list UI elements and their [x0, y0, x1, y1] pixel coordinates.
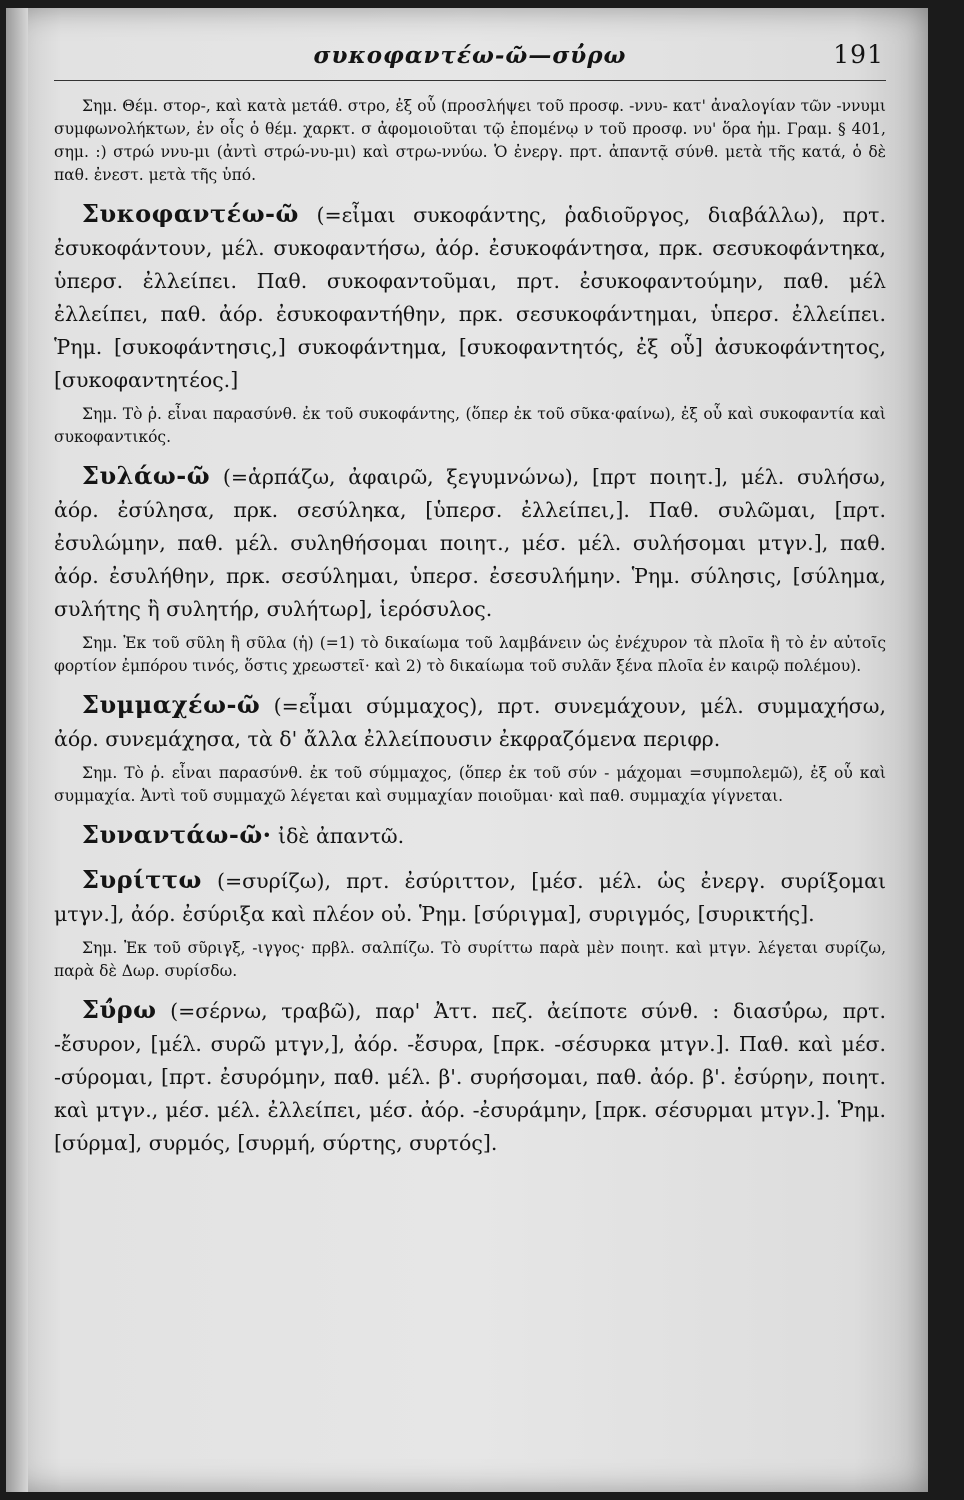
dictionary-entry: Σύ̓ρω (=σέρνω, τραβῶ), παρ' Ἀττ. πεζ. ἀείποτε σύνθ. : διασύ̓ρω, πρτ. -ἔσυρον, [μέλ. συρῶ μτγν,], ἀόρ. -ἔσυρα, [πρκ. -σέσυρκα μτγν.]. Παθ. καὶ μέσ. -σύρομαι, [πρτ. ἐσυρόμην, παθ. μέλ. β'. συρήσομαι, παθ. ἀόρ. β'. ἐσύρην, ποιητ. καὶ μτγν., μέσ. μέλ. ἐλλείπει, μέσ. ἀόρ. -ἐσυράμην, [πρκ. σέσυρμαι μτγν.]. Ῥημ. [σύρμα], συρμός, [συρμή, σύρτης, συρτός]. — [54, 995, 886, 1155]
headword: Σύ̓ρω — [82, 995, 157, 1024]
running-head: συκοφαντέω-ῶ—σύ̓ρω — [313, 42, 627, 69]
page-number: 191 — [833, 40, 884, 69]
dictionary-entry: Συρίττω (=συρίζω), πρτ. ἐσύριττον, [μέσ. μέλ. ὡς ἐνεργ. συρίξομαι μτγν.], ἀόρ. ἐσύριξα καὶ πλέον οὐ. Ῥημ. [σύριγμα], συριγμός, [συρικτής]. — [54, 865, 886, 926]
note-paragraph: Σημ. Τὸ ῥ. εἶναι παρασύνθ. ἐκ τοῦ συκοφάντης, (ὅπερ ἐκ τοῦ σῦκα·φαίνω), ἐξ οὗ καὶ συκοφαντία καὶ συκοφαντικός. — [54, 405, 886, 446]
headword: Συλάω-ῶ — [82, 461, 211, 490]
dictionary-entry: Συκοφαντέω-ῶ (=εἶμαι συκοφάντης, ῥαδιοῦργος, διαβάλλω), πρτ. ἐσυκοφάντουν, μέλ. συκοφαντήσω, ἀόρ. ἐσυκοφάντησα, πρκ. σεσυκοφάντηκα, ὑπερσ. ἐλλείπει. Παθ. συκοφαντοῦμαι, πρτ. ἐσυκοφαντούμην, παθ. μέλ ἐλλείπει, παθ. ἀόρ. ἐσυκοφαντήθην, πρκ. σεσυκοφάντημαι, ὑπερσ. ἐλλείπει. Ῥημ. [συκοφάντησις,] συκοφάντημα, [συκοφαντητός, ἐξ οὗ] ἀσυκοφάντητος, [συκοφαντητέος.] — [54, 199, 886, 392]
headword: Συμμαχέω-ῶ — [82, 690, 261, 719]
dictionary-entry: Συλάω-ῶ (=ἁρπάζω, ἀφαιρῶ, ξεγυμνώνω), [πρτ ποιητ.], μέλ. συλήσω, ἀόρ. ἐσύλησα, πρκ. σεσύληκα, [ὑπερσ. ἐλλείπει,]. Παθ. συλῶμαι, [πρτ. ἐσυλώμην, παθ. μέλ. συληθήσομαι ποιητ., μέσ. μέλ. συλήσομαι μτγν.], παθ. ἀόρ. ἐσυλήθην, πρκ. σεσύλημαι, ὑπερσ. ἐσεσυλήμην. Ῥημ. σύλησις, [σύλημα, συλήτης ἢ συλητήρ, συλήτωρ], ἱερόσυλος. — [54, 461, 886, 621]
headword: Συρίττω — [82, 865, 202, 894]
note-paragraph: Σημ. Ἐκ τοῦ σῦριγξ, -ιγγος· πρβλ. σαλπίζω. Τὸ συρίττω παρὰ μὲν ποιητ. καὶ μτγν. λέγεται συρίζω, παρὰ δὲ Δωρ. συρίσδω. — [54, 939, 886, 980]
paper-sheet — [6, 8, 928, 1492]
dictionary-entry: Συμμαχέω-ῶ (=εἶμαι σύμμαχος), πρτ. συνεμάχουν, μέλ. συμμαχήσω, ἀόρ. συνεμάχησα, τὰ δ' ἄλλα ἐλλείπουσιν ἐκφραζόμενα περιφρ. — [54, 690, 886, 751]
note-paragraph: Σημ. Τὸ ῥ. εἶναι παρασύνθ. ἐκ τοῦ σύμμαχος, (ὅπερ ἐκ τοῦ σύν - μάχομαι =συμπολεμῶ), ἐξ οὗ καὶ συμμαχία. Ἀντὶ τοῦ συμμαχῶ λέγεται καὶ συμμαχίαν ποιοῦμαι· καὶ παθ. συμμαχία γίγνεται. — [54, 764, 886, 805]
headword: Συκοφαντέω-ῶ — [82, 199, 299, 228]
dictionary-entry: Συναντάω-ῶ· ἰδὲ ἀπαντῶ. — [82, 820, 405, 849]
headword: Συναντάω-ῶ· — [82, 820, 272, 849]
page-header — [54, 36, 886, 81]
note-paragraph: Σημ. Θέμ. στορ-, καὶ κατὰ μετάθ. στρο, ἐξ οὗ (προσλήψει τοῦ προσφ. -ννυ- κατ' ἀναλογίαν τῶν -ννυμι συμφωνολήκτων, ἐν οἷς ὁ θέμ. χαρκτ. σ ἀφομοιοῦται τῷ ἑπομένῳ ν τοῦ προσφ. νυ' ὅρα ἡμ. Γραμ. § 401, σημ. :) στρώ ννυ-μι (ἀντὶ στρώ-νυ-μι) καὶ στρω-ννύω. Ὁ ἐνεργ. πρτ. ἀπαντᾷ σύνθ. μετὰ τῆς κατά, ὁ δὲ παθ. ἐνεστ. μετὰ τῆς ὑπό. — [54, 97, 886, 184]
page-spine-shadow — [6, 8, 28, 1492]
page-content — [54, 36, 886, 1166]
note-paragraph: Σημ. Ἐκ τοῦ σῦλη ἢ σῦλα (ἡ) (=1) τὸ δικαίωμα τοῦ λαμβάνειν ὡς ἐνέχυρον τὰ πλοῖα ἢ τὸ ἐν αὐτοῖς φορτίον ἐμπόρου τινός, ὅστις χρεωστεῖ· καὶ 2) τὸ δικαίωμα τοῦ συλᾶν ξένα πλοῖα ἐν καιρῷ πολέμου). — [54, 634, 886, 675]
